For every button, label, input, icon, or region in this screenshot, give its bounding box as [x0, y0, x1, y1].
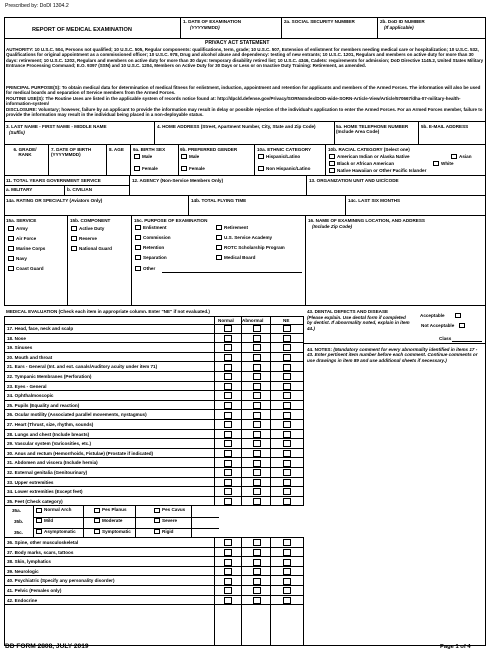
checkbox-abnormal[interactable]: [253, 479, 261, 486]
preferred-gender-female[interactable]: Female: [181, 166, 205, 171]
table-row: [4, 458, 304, 468]
checkbox-normal[interactable]: [224, 354, 232, 361]
feet-rigid[interactable]: Rigid: [154, 529, 173, 534]
medical-item-label: 18. Nose: [7, 335, 26, 341]
feet-moderate[interactable]: Moderate: [94, 518, 122, 523]
checkbox-normal[interactable]: [224, 597, 232, 604]
table-row: [4, 353, 304, 363]
home-address-field[interactable]: [155, 135, 333, 144]
checkbox-normal[interactable]: [224, 460, 232, 467]
name-field[interactable]: [5, 135, 153, 144]
age-label: 8. AGE: [109, 147, 124, 152]
col-abnormal: Abnormal: [242, 318, 264, 323]
exam-date-sub: (YYYYMMDD): [190, 25, 220, 30]
home-phone-label: 5a. HOME TELEPHONE NUMBER (Include Area Code): [336, 124, 409, 135]
checkbox-abnormal[interactable]: [253, 460, 261, 467]
checkbox-normal[interactable]: [224, 421, 232, 428]
service-army[interactable]: Army: [8, 226, 28, 231]
checkbox-ne[interactable]: [283, 559, 291, 566]
table-row: [4, 420, 304, 430]
table-row: [4, 538, 304, 548]
agency-field[interactable]: [130, 185, 305, 195]
form-number: DD FORM 2808, JULY 2019: [5, 643, 89, 650]
component-reserve[interactable]: Reserve: [71, 236, 97, 241]
table-row: [4, 343, 304, 353]
email-label: 5b. E-MAIL ADDRESS: [421, 124, 469, 129]
purpose-label: 15c. PURPOSE OF EXAMINATION: [134, 218, 208, 223]
medical-item-label: 36. Spine, other musculoskeletal: [7, 540, 79, 546]
feet-pes-cavus[interactable]: Pes Cavus: [154, 507, 185, 512]
last-six-months-label: 14c. LAST SIX MONTHS: [348, 198, 401, 203]
dental-class-label: Class: [439, 336, 452, 341]
checkbox-normal[interactable]: [224, 587, 232, 594]
checkbox-ne[interactable]: [283, 479, 291, 486]
medical-item-label: 26. Ocular motility (Associated parallel movements, nystagmus): [7, 412, 147, 418]
table-row: [4, 596, 304, 606]
form-title: REPORT OF MEDICAL EXAMINATION: [32, 27, 132, 33]
service-marine-corps[interactable]: Marine Corps: [8, 246, 45, 251]
medical-item-label: 39. Neurologic: [7, 568, 39, 574]
feet-symptomatic[interactable]: Symptomatic: [94, 529, 131, 534]
col-normal: Normal: [218, 318, 234, 323]
checkbox-abnormal[interactable]: [253, 344, 261, 351]
exam-date-label: 1. DATE OF EXAMINATION: [183, 19, 242, 24]
civilian-label: b. CIVILIAN: [67, 187, 93, 192]
checkbox-ne[interactable]: [283, 383, 291, 390]
medical-item-label: 30. Anus and rectum (Hemorrhoids, Fistulae) (Prostate if indicated): [7, 450, 154, 456]
table-row: [4, 324, 304, 334]
race-american-indian[interactable]: American Indian or Alaska Native: [329, 154, 410, 159]
table-row: [4, 449, 304, 459]
checkbox-normal[interactable]: [224, 335, 232, 342]
checkbox-abnormal[interactable]: [253, 597, 261, 604]
checkbox-ne[interactable]: [283, 344, 291, 351]
component-national-guard[interactable]: National Guard: [71, 246, 112, 251]
medical-item-label: 41. Pelvic (Females only): [7, 588, 62, 594]
privacy-title: PRIVACY ACT STATEMENT: [205, 40, 270, 46]
checkbox-ne[interactable]: [283, 578, 291, 585]
checkbox-normal[interactable]: [224, 383, 232, 390]
table-row: [4, 576, 304, 586]
table-row: [4, 468, 304, 478]
checkbox-ne[interactable]: [283, 469, 291, 476]
medical-item-label: 23. Eyes - General: [7, 383, 47, 389]
race-hawaiian[interactable]: Native Hawaiian or Other Pacific Islander: [329, 168, 426, 173]
medical-item-label: 22. Tympanic Membranes (Perforation): [7, 374, 92, 379]
checkbox-ne[interactable]: [283, 431, 291, 438]
medical-item-label: 40. Psychiatric (Specify any personality disorder): [7, 578, 115, 584]
feet-asymptomatic[interactable]: Asymptomatic: [36, 529, 76, 534]
checkbox-abnormal[interactable]: [253, 440, 261, 447]
medical-item-label: 28. Lungs and chest (Include breasts): [7, 431, 90, 437]
notes-text: 44. NOTES: (Mandatory comment for every abnormality identified in items 17 - 43. Enter pertinent item number before each comment. Continue comments or use drawings in item 89 and use additional sheets if necessary.): [307, 347, 478, 363]
medical-item-label: 42. Endocrine: [7, 597, 38, 603]
checkbox-normal[interactable]: [224, 479, 232, 486]
service-label: 15a. SERVICE: [6, 218, 37, 223]
table-row: [4, 548, 304, 558]
checkbox-abnormal[interactable]: [253, 469, 261, 476]
checkbox-ne[interactable]: [283, 539, 291, 546]
purpose-medical-board[interactable]: Medical Board: [216, 255, 255, 260]
checkbox-normal[interactable]: [224, 440, 232, 447]
medical-item-label: 21. Ears - General (Int. and ext. canals/Auditory acuity under item 71): [7, 364, 158, 370]
medical-item-label: 29. Vascular system (Varicosities, etc.): [7, 441, 92, 447]
purpose-rotc[interactable]: ROTC Scholarship Program: [216, 245, 285, 250]
dental-acceptable[interactable]: Acceptable: [420, 313, 463, 318]
purpose-commission[interactable]: Commission: [135, 235, 171, 240]
checkbox-ne[interactable]: [283, 402, 291, 409]
checkbox-normal[interactable]: [224, 431, 232, 438]
checkbox-normal[interactable]: [224, 559, 232, 566]
service-air-force[interactable]: Air Force: [8, 236, 36, 241]
medical-item-label: 33. Upper extremities: [7, 479, 54, 485]
ssn-label: 2a. SOCIAL SECURITY NUMBER: [284, 19, 355, 24]
dod-id-label: 2b. DoD ID NUMBER: [380, 19, 425, 24]
medical-item-label: 35. Feet (Check category): [7, 498, 63, 504]
medical-item-label: 34. Lower extremities (Except feet): [7, 489, 83, 495]
table-row: [4, 567, 304, 577]
dod-id-field[interactable]: [378, 30, 485, 38]
table-row: [4, 382, 304, 392]
medical-item-label: 31. Abdomen and viscera (Include hernia): [7, 460, 98, 466]
checkbox-ne[interactable]: [283, 460, 291, 467]
checkbox-normal[interactable]: [224, 402, 232, 409]
checkbox-normal[interactable]: [224, 488, 232, 495]
checkbox-abnormal[interactable]: [253, 498, 261, 505]
name-sub: (Suffix): [9, 130, 25, 135]
checkbox-ne[interactable]: [283, 597, 291, 604]
table-row: [4, 439, 304, 449]
checkbox-ne[interactable]: [283, 549, 291, 556]
col-ne: NE: [283, 318, 290, 323]
checkbox-abnormal[interactable]: [253, 373, 261, 380]
email-field[interactable]: [419, 135, 485, 144]
checkbox-abnormal[interactable]: [253, 364, 261, 371]
grade-label: 6. GRADE/ RANK: [13, 147, 37, 158]
checkbox-ne[interactable]: [283, 412, 291, 419]
checkbox-normal[interactable]: [224, 498, 232, 505]
rating-label: 14a. RATING OR SPECIALTY (Aviators Only): [6, 198, 103, 203]
purpose-enlistment[interactable]: Enlistment: [135, 225, 166, 230]
checkbox-ne[interactable]: [283, 325, 291, 332]
checkbox-abnormal[interactable]: [253, 421, 261, 428]
checkbox-normal[interactable]: [224, 373, 232, 380]
purpose-other[interactable]: Other: [135, 266, 155, 271]
table-row: [4, 497, 304, 507]
table-row: [4, 487, 304, 497]
dob-label: 7. DATE OF BIRTH (YYYYMMDD): [51, 147, 92, 158]
dental-title: 43. DENTAL DEFECTS AND DISEASE: [307, 309, 389, 314]
birth-sex-male[interactable]: Male: [134, 154, 152, 159]
home-address-label: 4. HOME ADDRESS (Street, Apartment Number, City, State and Zip Code): [157, 124, 316, 129]
medical-item-label: 19. Sinuses: [7, 345, 33, 351]
medical-item-label: 37. Body marks, scars, tattoos: [7, 549, 74, 555]
checkbox-normal[interactable]: [224, 344, 232, 351]
table-row: [4, 391, 304, 401]
medical-eval-heading: MEDICAL EVALUATION (Check each item in appropriate column. Enter "NE" if not evaluated.): [6, 309, 210, 314]
dental-not-acceptable[interactable]: Not Acceptable: [421, 323, 467, 328]
component-active-duty[interactable]: Active Duty: [71, 226, 104, 231]
ethnic-non-hispanic[interactable]: Non Hispanic/Latino: [258, 166, 310, 171]
checkbox-ne[interactable]: [283, 364, 291, 371]
checkbox-normal[interactable]: [224, 450, 232, 457]
service-coast-guard[interactable]: Coast Guard: [8, 266, 44, 271]
checkbox-abnormal[interactable]: [253, 488, 261, 495]
table-row: [4, 362, 304, 372]
checkbox-ne[interactable]: [283, 354, 291, 361]
table-row: [4, 401, 304, 411]
feet-pes-planus[interactable]: Pes Planus: [94, 507, 127, 512]
checkbox-abnormal[interactable]: [253, 431, 261, 438]
checkbox-ne[interactable]: [283, 440, 291, 447]
medical-item-label: 38. Skin, lymphatics: [7, 559, 51, 565]
checkbox-abnormal[interactable]: [253, 568, 261, 575]
org-unit-label: 13. ORGANIZATION UNIT AND UIC/CODE: [309, 178, 399, 183]
racial-label: 10b. RACIAL CATEGORY (Select one): [328, 147, 410, 152]
privacy-routine: ROUTINE USE(S): The Routine Uses are listed in the applicable system of records notice found at: http://dpcld.defense.gov/Privacy/SORNsIndex/DOD-wide-SORN-Article-View/Article/570667/dha-07-military-health-information-system/: [6, 96, 461, 107]
page-number: Page 1 of 4: [440, 644, 471, 650]
medical-item-label: 32. External genitalia (Genitourinary): [7, 470, 88, 475]
checkbox-normal[interactable]: [224, 325, 232, 332]
privacy-purpose: PRINCIPAL PURPOSE(S): To obtain medical data for determination of medical fitness for enlistment, induction, appointment and retention for applicants and members of the Armed Forces. The information will also be used for medical boards and separation of Service members from the Armed Forces.: [6, 85, 481, 96]
medical-item-label: 24. Ophthalmoscopic: [7, 393, 54, 399]
race-asian[interactable]: Asian: [451, 154, 472, 159]
checkbox-abnormal[interactable]: [253, 539, 261, 546]
checkbox-abnormal[interactable]: [253, 325, 261, 332]
medical-item-label: 20. Mouth and throat: [7, 354, 53, 360]
notes-field[interactable]: [305, 372, 485, 644]
checkbox-normal[interactable]: [224, 392, 232, 399]
checkbox-abnormal[interactable]: [253, 402, 261, 409]
race-black[interactable]: Black or African American: [329, 161, 394, 166]
checkbox-abnormal[interactable]: [253, 549, 261, 556]
name-label: 3. LAST NAME - FIRST NAME - MIDDLE NAME: [6, 124, 107, 129]
ethnic-hispanic[interactable]: Hispanic/Latino: [258, 154, 300, 159]
purpose-service-academy[interactable]: U.S. Service Academy: [216, 235, 272, 240]
purpose-retirement[interactable]: Retirement: [216, 225, 248, 230]
privacy-disclosure: DISCLOSURE: Voluntary; however, failure by an applicant to provide the information may result in delay or possible rejection of the individual's application to enter the Armed Forces. For an Armed Forces member, failure to provide the information may result in the individual being placed in a non-deployable status.: [6, 107, 483, 118]
checkbox-abnormal[interactable]: [253, 354, 261, 361]
checkbox-abnormal[interactable]: [253, 587, 261, 594]
privacy-authority: AUTHORITY: 10 U.S.C. 504, Persons not qualified; 10 U.S.C. 505, Regular components: qualifications, term, grade; 10 U.S.C. 507, Extension of enlistment for members needing medical care or hospitalization; 10 U.S.C. 532, Qualifications for original appointment as a commissioned officer; 10 U.S.C. 978, Drug and alcohol abuse and dependency: testing of new entrants; 10 U.S.C. 1201, Regulars and members on active duty for more than 30 days: retirement; 10 U.S.C. 1202, Regulars and members on active duty for more than 30 days: temporary disability retired list; 10 U.S.C. 4346, Cadets: requirements for admission; DoD Directive 1145.2, United States Military Entrance Processing Command; E.O. 9397 (SSN) and 10 U.S.C. 1204, Members on Active Duty for 30 Days or Less or on Inactive Duty Training: Retirement, as amended.: [6, 47, 484, 68]
dod-id-sub: (If applicable): [384, 25, 414, 30]
checkbox-abnormal[interactable]: [253, 450, 261, 457]
dental-desc: (Please explain. Use dental form if completed by dentist. If abnormality noted, explain in item 44.): [307, 315, 410, 331]
birth-sex-female[interactable]: Female: [134, 166, 158, 171]
component-label: 15b. COMPONENT: [70, 218, 111, 223]
checkbox-ne[interactable]: [283, 488, 291, 495]
checkbox-abnormal[interactable]: [253, 335, 261, 342]
home-phone-field[interactable]: [335, 135, 417, 144]
agency-label: 12. AGENCY (Non-Service Members Only): [132, 178, 224, 183]
checkbox-abnormal[interactable]: [253, 383, 261, 390]
table-row: [4, 586, 304, 596]
preferred-gender-male[interactable]: Male: [181, 154, 199, 159]
checkbox-ne[interactable]: [283, 421, 291, 428]
table-row: [4, 430, 304, 440]
ssn-field[interactable]: [282, 26, 376, 38]
table-row: [4, 410, 304, 420]
prescribed-by: Prescribed by: DoDI 1304.2: [5, 3, 69, 9]
checkbox-ne[interactable]: [283, 450, 291, 457]
military-label: a. MILITARY: [6, 187, 33, 192]
medical-item-label: 25. Pupils (Equality and reaction): [7, 402, 80, 408]
exam-location-sub: (Include Zip Code): [312, 224, 353, 229]
checkbox-abnormal[interactable]: [253, 578, 261, 585]
purpose-retention[interactable]: Retention: [135, 245, 164, 250]
checkbox-ne[interactable]: [283, 335, 291, 342]
gov-service-label: 11. TOTAL YEARS GOVERNMENT SERVICE: [6, 178, 101, 183]
purpose-separation[interactable]: Separation: [135, 255, 167, 260]
exam-date-field[interactable]: [181, 30, 280, 38]
ethnic-label: 10a. ETHNIC CATEGORY: [257, 147, 312, 152]
race-white[interactable]: White: [433, 161, 454, 166]
table-row: [4, 372, 304, 382]
feet-severe[interactable]: Severe: [154, 518, 177, 523]
birth-sex-label: 9a. BIRTH SEX: [133, 147, 166, 152]
checkbox-ne[interactable]: [283, 568, 291, 575]
checkbox-abnormal[interactable]: [253, 392, 261, 399]
checkbox-normal[interactable]: [224, 549, 232, 556]
checkbox-ne[interactable]: [283, 587, 291, 594]
exam-location-field[interactable]: [306, 231, 485, 305]
table-row: [4, 478, 304, 488]
exam-location-label: 16. NAME OF EXAMINING LOCATION, AND ADDRESS: [308, 218, 425, 223]
medical-item-label: 27. Heart (Thrust, size, rhythm, sounds): [7, 422, 94, 427]
service-navy[interactable]: Navy: [8, 256, 27, 261]
checkbox-ne[interactable]: [283, 498, 291, 505]
checkbox-normal[interactable]: [224, 578, 232, 585]
feet-mild[interactable]: Mild: [36, 518, 53, 523]
checkbox-normal[interactable]: [224, 469, 232, 476]
checkbox-ne[interactable]: [283, 373, 291, 380]
flying-time-label: 14b. TOTAL FLYING TIME: [191, 198, 247, 203]
checkbox-normal[interactable]: [224, 412, 232, 419]
checkbox-normal[interactable]: [224, 364, 232, 371]
org-unit-field[interactable]: [307, 185, 485, 195]
checkbox-normal[interactable]: [224, 568, 232, 575]
feet-normal-arch[interactable]: Normal Arch: [36, 507, 71, 512]
table-row: [4, 557, 304, 567]
checkbox-abnormal[interactable]: [253, 412, 261, 419]
preferred-gender-label: 9b. PREFERRED GENDER: [180, 147, 238, 152]
checkbox-abnormal[interactable]: [253, 559, 261, 566]
checkbox-normal[interactable]: [224, 539, 232, 546]
checkbox-ne[interactable]: [283, 392, 291, 399]
medical-item-label: 17. Head, face, neck and scalp: [7, 326, 74, 331]
table-row: [4, 334, 304, 344]
